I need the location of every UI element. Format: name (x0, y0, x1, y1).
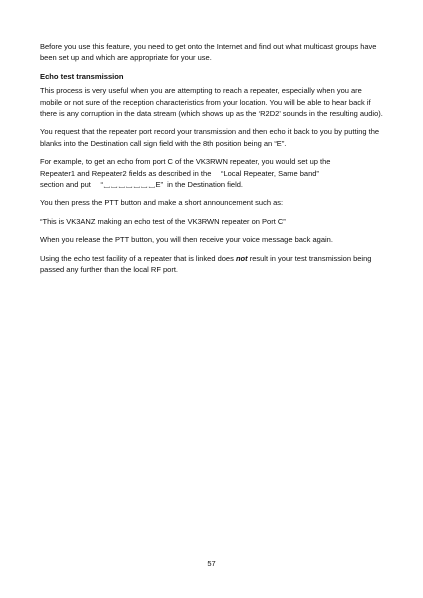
example-line-3: section and put “␣␣␣␣␣␣␣E” in the Destination field. (40, 180, 243, 190)
page-number: 57 (207, 559, 216, 568)
paragraph-press-ptt: You then press the PTT button and make a short announcement such as: (40, 198, 284, 208)
linked-note-emphasis: not (235, 253, 248, 263)
example-line-1: For example, to get an echo from port C of the VK3RWN repeater, you would set up the (40, 157, 331, 167)
paragraph-announcement: “This is VK3ANZ making an echo test of the VK3RWN repeater on Port C” (40, 216, 286, 226)
paragraph-release-ptt: When you release the PTT button, you will then receive your voice message back again. (40, 235, 333, 245)
paragraph-linked-note (40, 253, 383, 276)
paragraph-example (40, 156, 383, 190)
example-line-2: Repeater1 and Repeater2 fields as described in the “Local Repeater, Same band” (40, 168, 319, 178)
paragraph-usefulness: This process is very useful when you are attempting to reach a repeater, especially when you are mobile or not sure of the reception characteristics from your location. You will be able to hear back if there is any corruption in the data stream (which shows up as the ‘R2D2’ sounds in the resulting audio). (40, 86, 383, 119)
paragraph-request: You request that the repeater port record your transmission and then echo it back to you by putting the blanks into the Destination call sign field with the 8th position being an “E”. (40, 127, 380, 148)
document-body (40, 41, 383, 283)
section-heading: Echo test transmission (40, 71, 124, 81)
linked-note-text-end: result in your test transmission being passed any further than the local RF port. (40, 253, 372, 275)
intro-paragraph: Before you use this feature, you need to get onto the Internet and find out what multicast groups have been set up and which are appropriate for your use. (40, 42, 377, 63)
linked-note-text-start: Using the echo test facility of a repeater that is linked does (40, 253, 236, 263)
